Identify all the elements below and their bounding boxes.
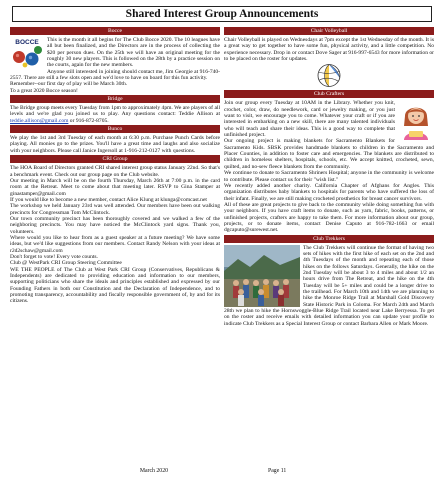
page-title: Shared Interest Group Announcements	[12, 6, 432, 22]
bridge-section	[10, 105, 220, 124]
bridge-paragraph	[10, 105, 220, 124]
page-footer	[10, 468, 434, 474]
volleyball-heading: Chair Volleyball	[224, 27, 434, 35]
volleyball-icon	[224, 62, 434, 89]
bocce-heading: Bocce	[10, 27, 220, 35]
crafter-woman-icon	[398, 100, 434, 140]
bridge-heading: Bridge	[10, 95, 220, 103]
crafters-paragraph: We recently added another charity. California Chapter of Afghans for Angles. This organization distributes baby blankets to hospitals for parents who have suffered the loss of their infant. Finally, we are still making crocheted prosthetics for breast cancer survivors.	[224, 182, 434, 202]
crafters-heading: Club Crafters	[224, 90, 434, 98]
cri-heading: CRI Group	[10, 155, 220, 163]
bridge-text: The Bridge group meets every Tuesday from 1pm to approximately 4pm. We are players of all levels and we're glad you joined us to play. Any questions contact: Teddie Allison at	[10, 105, 220, 118]
bocce-paragraph: To a great 2020 Bocce season!	[10, 87, 78, 94]
bocce-paragraph: Remember--our first day of play will be March 30th.	[10, 81, 128, 88]
trekkers-section	[224, 245, 434, 327]
bocce-paragraph: This is the month it all begins for The Club Bocce 2020. The 10 leagues have all but been finalized, and the Directors are in the process of collecting the $20 per person dues. On the 25th we will have an original meeting for the roughly 30 new players. This is followed on the 28th by a practice session on the courts, again for the new members.	[47, 37, 220, 69]
crafters-paragraph: We continue to donate to Sacramento Shriners Hospital; anyone in the community is welcome to contribute. Please contact us for their "wish list."	[224, 170, 434, 183]
cri-paragraph: The workshop we held January 23rd was well attended. Our members have been out walking precincts for Congressman Tom McClintock.	[10, 203, 220, 216]
crafters-paragraph: Join our group every Tuesday at 10AM in the Library. Whether you knit, crochet, color, draw, do needlework, card or jewelry making, or you just want to visit, we encourage you to come. Whatever your craft or if you are interested in embarking on a new skill, there are many talented individuals who will teach and share their ideas. This is a good way to complete that unfinished project.	[224, 100, 395, 139]
bocce-logo-text: BOCCE	[15, 39, 39, 46]
right-column	[224, 26, 434, 327]
crafters-section	[224, 100, 434, 233]
columns	[10, 26, 434, 327]
cri-paragraph: Where would you like to hear from as a guest speaker at a future meeting? We have some ideas, but we'd like suggestions from our members. Contact Randy Nelson with your ideas at r2d2schaw@gmail.com	[10, 234, 220, 254]
footer-month: March 2020	[139, 468, 168, 474]
cri-paragraph: Club @ WestPark CRI Group Steering Committee	[10, 260, 122, 267]
volleyball-section	[224, 37, 434, 89]
bocce-section	[10, 37, 220, 94]
cri-paragraph: Our meeting in March will be on the fourth Thursday, March 26th at 7:00 p.m. in the card room at the Retreat. Meet to come about that meeting later. RSVP to Gina Stamper at ginastamper@gmail.com	[10, 177, 220, 197]
crafters-paragraph: All of these are great projects to give back to the community while doing something fun with your neighbors. If you have craft items to donate, such as yarn, fabric, books, patterns, or unfinished projects, crafters are happy to take them. For more information about our group, projects, or to donate items, contact Denise Caputo at 916-782-1663 or email dgcaputo@surewest.net.	[224, 201, 434, 234]
bunco-paragraph: We play the 1st and 3rd Tuesday of each month at 6:30 p.m. Purchase Punch Cards before playing. All monies go to the prizes. You'll have a great time and laughs and also socialize with your neighbors. Please call Janice Ingersoll at 1-916-212-0127 with questions.	[10, 135, 220, 154]
volleyball-paragraph: Chair Volleyball is played on Wednesdays at 7pm except the 1st Wednesday of the month. It is a great way to get together to have some fun, physical activity, and a little competition. No experience necessary. Drop in or contact Dove Sager at 916-997-6543 for more information or to be placed on the roster for updates.	[224, 37, 434, 63]
bridge-email-link[interactable]: teddie.allison@gmail.com	[10, 117, 69, 124]
cri-paragraph: Don't forget to vote! Every vote counts.	[10, 253, 98, 260]
crafters-paragraph: Our ongoing project is making blankets for Sacramento Blankets for Sacramento Kids. SBSK provides handmade blankets to children in the Sacramento and Placer Counties, in addition to foster care and emergencies. The blankets are distributed to children in homeless shelters, hospitals, schools, etc. We accept knitted, crocheted, sewn, quilted, and no-sew fleece blankets from the community.	[224, 138, 434, 170]
cri-paragraph: If you would like to become a new member, contact Alice Klung at klunga@comcast.net	[10, 196, 207, 203]
trekkers-photo-icon	[224, 245, 300, 307]
bocce-paragraph: Anyone still interested in joining should contact me, Jim Georgie at 916-740-2557. There are still a few slots open and we'd love to have on board for this fun activity.	[10, 68, 220, 82]
trekkers-paragraph: The Club Trekkers will continue the format of having two sets of hikes with the first hike of each set on the 2nd and 4th Tuesdays of the month and repeating each of those hikes on the follows Saturdays. Generally, the hike on the 2nd Tuesday will be about 3 to 4 miles and about 1/2 an hours drive from The Retreat, and the hike on the 4th Tuesday will be 5+ miles and could be a longer drive to the trailhead. For March 10th and 14th we are planning to hike the Monroe Ridge Trail at Marshall Gold Discovery State Historic Park in Coloma. For March 24th and March 28th we plan to hike the Hornswoggle-Blue Ridge Trail located near Lake Berryessa. To get on the roster and receive emails with detailed information you can update your profile to indicate Club Trekkers as a Special Interest Group or contact Barbara Allen or Mark Moore.	[224, 244, 434, 327]
bridge-text-end: or 916-872-8705.	[68, 117, 109, 124]
cri-section	[10, 165, 220, 305]
bocce-logo-icon	[10, 37, 44, 70]
bunco-section	[10, 135, 220, 154]
cri-paragraph: The HOA Board of Directors granted CRI shared interest group status January 22nd. So that's a benchmark event. Check out our group page on the Club website.	[10, 165, 220, 178]
cri-paragraph: Our town community precinct has been thoroughly covered and we walked a few of the neighboring precincts. You may have noticed the McClintock yard signs. Thank you, volunteers.	[10, 215, 220, 235]
cri-paragraph: WE THE PEOPLE of The Club at West Park CRI Group (Conservatives, Republicans & Independents) are dedicated to providing education and information to our members, supporting politicians who share the ideals and principles established and expressed by our Founding Fathers in both our Constitution and the Declaration of Independence, and to promoting transparency, accountability and fiscally responsible government of, by and for its citizens.	[10, 266, 220, 305]
trekkers-heading: Club Trekkers	[224, 235, 434, 243]
footer-page-number: Page 11	[268, 468, 287, 474]
left-column	[10, 26, 220, 327]
bunco-heading: Bunco	[10, 125, 220, 133]
